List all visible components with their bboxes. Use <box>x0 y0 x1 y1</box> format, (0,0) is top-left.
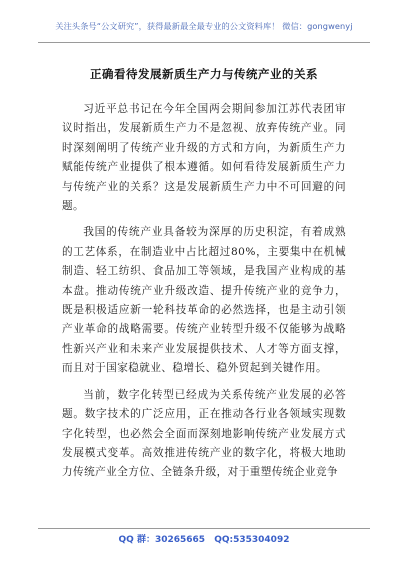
footer-divider <box>38 528 370 529</box>
header-promo-note: 关注头条号“公文研究”，获得最新最全最专业的公文资料库！ 微信：gongwenyj <box>55 21 353 31</box>
document-title: 正确看待发展新质生产力与传统产业的关系 <box>90 67 318 81</box>
footer-contact <box>0 532 408 545</box>
body-paragraph: 习近平总书记在今年全国两会期间参加江苏代表团审议时指出，发展新质生产力不是忽视、放弃传统产业。同时深刻阐明了传统产业升级的方式和方向，为新质生产力赋能传统产业提供了根本遵循。如何看待发展新质生产力与传统产业的关系？这是发展新质生产力中不可回避的问题。 <box>62 103 346 213</box>
body-paragraph: 我国的传统产业具备较为深厚的历史积淀，有着成熟的工艺体系，在制造业中占比超过80%，主要集中在机械制造、轻工纺织、食品加工等领域，是我国产业构成的基本盘。推动传统产业升级改造、提升传统产业的竞争力，既是积极适应新一轮科技革命的必然选择，也是主动引领产业革命的战略需要。传统产业转型升级不仅能够为战略性新兴产业和未来产业发展提供技术、人才等方面支撑，而且对于国家稳就业、稳增长、稳外贸起到关键作用。 <box>62 226 346 375</box>
document-body <box>62 100 346 490</box>
footer-qq: QQ:535304092 <box>214 535 290 545</box>
footer-qq-group: QQ 群：30265665 <box>118 535 206 545</box>
body-paragraph: 当前，数字化转型已经成为关系传统产业发展的必答题。数字技术的广泛应用，正在推动各行业各领域实现数字化转型，也必然会全面而深刻地影响传统产业发展方式发展模式变革。高效推进传统产业的数字化，将极大地助力传统产业全方位、全链条升级，对于重塑传统企业竞争 <box>62 388 346 479</box>
header-divider <box>38 42 370 43</box>
